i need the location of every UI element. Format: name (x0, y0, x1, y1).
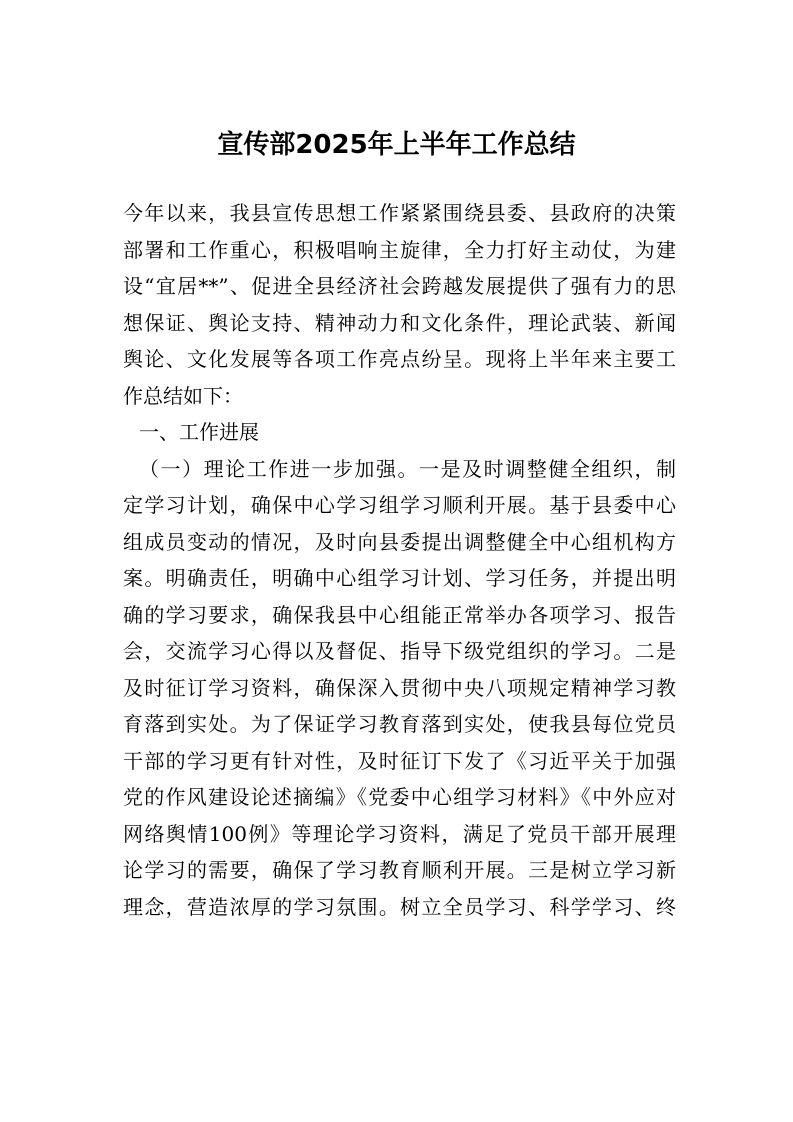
body-line-1: 今年以来，我县宣传思想工作紧紧围绕县委、县政府的决策 (123, 201, 676, 225)
section-heading: 一、工作进展 (139, 420, 259, 444)
body-line-8: （一）理论工作进一步加强。一是及时调整健全组织，制 (139, 456, 676, 481)
body-line-5: 舆论、文化发展等各项工作亮点纷呈。现将上半年来主要工 (123, 347, 676, 371)
document-title: 宣传部2025年上半年工作总结 (217, 130, 576, 160)
body-line-4: 想保证、舆论支持、精神动力和文化条件，理论武装、新闻 (123, 310, 676, 335)
body-line-13: 会，交流学习心得以及督促、指导下级党组织的学习。二是 (123, 639, 676, 663)
body-line-18: 网络舆情100例》等理论学习资料，满足了党员干部开展理 (123, 821, 676, 846)
body-line-6: 作总结如下： (123, 383, 243, 408)
body-line-14: 及时征订学习资料，确保深入贯彻中央八项规定精神学习教 (123, 675, 676, 700)
body-line-12: 确的学习要求，确保我县中心组能正常举办各项学习、报告 (123, 602, 676, 627)
document-body (123, 195, 676, 925)
body-line-10: 组成员变动的情况，及时向县委提出调整健全中心组机构方 (123, 529, 676, 554)
body-line-17: 党的作风建设论述摘编》《党委中心组学习材料》《中外应对 (123, 785, 676, 809)
body-line-16: 干部的学习更有针对性，及时征订下发了《习近平关于加强 (123, 748, 676, 773)
body-line-2: 部署和工作重心，积极唱响主旋律，全力打好主动仗，为建 (123, 237, 676, 262)
body-line-19: 论学习的需要，确保了学习教育顺利开展。三是树立学习新 (123, 858, 676, 882)
body-line-9: 定学习计划，确保中心学习组学习顺利开展。基于县委中心 (123, 493, 676, 517)
body-line-15: 育落到实处。为了保证学习教育落到实处，使我县每位党员 (123, 712, 676, 736)
body-line-11: 案。明确责任，明确中心组学习计划、学习任务，并提出明 (123, 566, 676, 590)
body-line-3: 设“宜居**”、促进全县经济社会跨越发展提供了强有力的思 (123, 274, 676, 298)
body-line-20: 理念，营造浓厚的学习氛围。树立全员学习、科学学习、终 (123, 894, 676, 919)
